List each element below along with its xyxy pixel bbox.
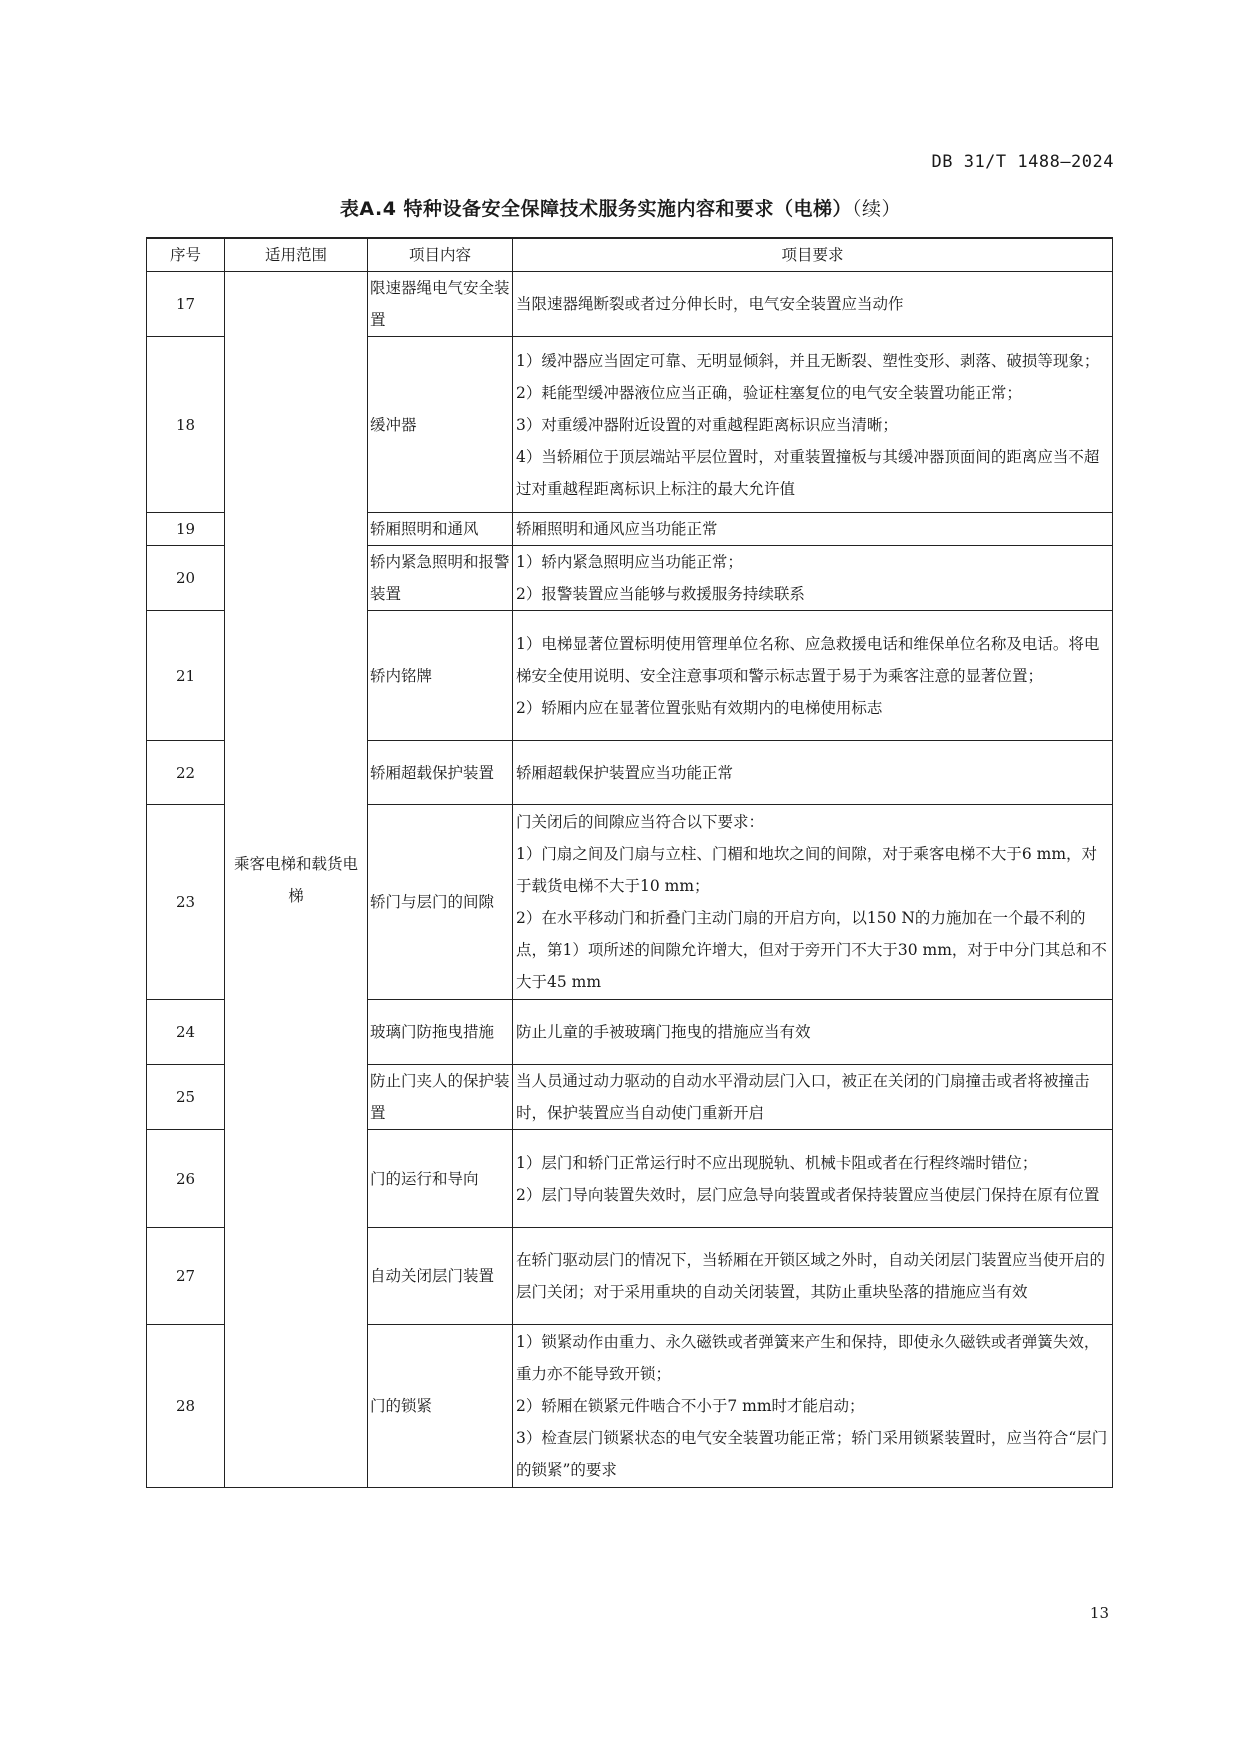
row-number: 23 xyxy=(147,805,225,1000)
requirement-line: 1）锁紧动作由重力、永久磁铁或者弹簧来产生和保持，即使永久磁铁或者弹簧失效，重力亦不能导致开锁； xyxy=(516,1333,1100,1383)
item-cell: 轿厢超载保护装置 xyxy=(368,741,513,805)
header-serial: 序号 xyxy=(147,238,225,272)
requirement-cell xyxy=(513,741,1113,805)
row-number: 18 xyxy=(147,337,225,513)
requirement-cell xyxy=(513,1130,1113,1228)
item-cell: 轿厢照明和通风 xyxy=(368,513,513,546)
header-item: 项目内容 xyxy=(368,238,513,272)
row-number: 25 xyxy=(147,1065,225,1130)
table-row xyxy=(147,272,1113,337)
requirement-line: 2）层门导向装置失效时，层门应急导向装置或者保持装置应当使层门保持在原有位置 xyxy=(516,1185,1100,1204)
scope-cell: 乘客电梯和载货电梯 xyxy=(225,272,368,1488)
row-number: 20 xyxy=(147,546,225,611)
requirement-line: 2）耗能型缓冲器液位应当正确，验证柱塞复位的电气安全装置功能正常； xyxy=(516,383,1022,402)
requirement-cell xyxy=(513,1228,1113,1325)
requirement-line: 3）检查层门锁紧状态的电气安全装置功能正常；轿门采用锁紧装置时，应当符合“层门的锁紧”的要求 xyxy=(516,1429,1108,1479)
item-cell: 玻璃门防拖曳措施 xyxy=(368,1000,513,1065)
requirement-line: 2）轿厢在锁紧元件啮合不小于7 mm时才能启动； xyxy=(516,1397,865,1415)
requirement-cell xyxy=(513,611,1113,741)
requirement-line: 当限速器绳断裂或者过分伸长时，电气安全装置应当动作 xyxy=(516,295,904,313)
requirement-line: 轿厢照明和通风应当功能正常 xyxy=(516,520,718,538)
requirement-line: 当人员通过动力驱动的自动水平滑动层门入口，被正在关闭的门扇撞击或者将被撞击时，保护装置应当自动使门重新开启 xyxy=(516,1072,1090,1122)
requirement-line: 4）当轿厢位于顶层端站平层位置时，对重装置撞板与其缓冲器顶面间的距离应当不超过对重越程距离标识上标注的最大允许值 xyxy=(516,447,1100,498)
requirement-line: 1）缓冲器应当固定可靠、无明显倾斜，并且无断裂、塑性变形、剥落、破损等现象； xyxy=(516,351,1100,370)
document-code: DB 31/T 1488—2024 xyxy=(931,152,1114,172)
row-number: 19 xyxy=(147,513,225,546)
row-number: 27 xyxy=(147,1228,225,1325)
header-requirement: 项目要求 xyxy=(513,238,1113,272)
row-number: 28 xyxy=(147,1325,225,1488)
requirement-line: 1）电梯显著位置标明使用管理单位名称、应急救援电话和维保单位名称及电话。将电梯安全使用说明、安全注意事项和警示标志置于易于为乘客注意的显著位置； xyxy=(516,634,1100,685)
item-cell: 轿门与层门的间隙 xyxy=(368,805,513,1000)
requirement-cell xyxy=(513,272,1113,337)
requirement-cell xyxy=(513,337,1113,513)
requirement-line: 2）在水平移动门和折叠门主动门扇的开启方向，以150 N的力施加在一个最不利的点，第1）项所述的间隙允许增大，但对于旁开门不大于30 mm，对于中分门其总和不大于45 mm xyxy=(516,909,1107,991)
row-number: 17 xyxy=(147,272,225,337)
row-number: 21 xyxy=(147,611,225,741)
requirement-line: 在轿门驱动层门的情况下，当轿厢在开锁区域之外时，自动关闭层门装置应当使开启的层门关闭；对于采用重块的自动关闭装置，其防止重块坠落的措施应当有效 xyxy=(516,1251,1106,1301)
requirement-line: 1）层门和轿门正常运行时不应出现脱轨、机械卡阻或者在行程终端时错位； xyxy=(516,1153,1038,1172)
header-scope: 适用范围 xyxy=(225,238,368,272)
requirement-cell xyxy=(513,1065,1113,1130)
requirement-line: 3）对重缓冲器附近设置的对重越程距离标识应当清晰； xyxy=(516,415,898,434)
requirement-line: 2）轿厢内应在显著位置张贴有效期内的电梯使用标志 xyxy=(516,698,883,717)
requirement-cell xyxy=(513,1000,1113,1065)
requirement-line: 轿厢超载保护装置应当功能正常 xyxy=(516,763,734,782)
item-cell: 防止门夹人的保护装置 xyxy=(368,1065,513,1130)
requirement-cell xyxy=(513,513,1113,546)
requirement-cell xyxy=(513,805,1113,1000)
table-header-row xyxy=(147,238,1113,272)
requirements-table xyxy=(146,237,1113,1488)
requirement-line: 2）报警装置应当能够与救援服务持续联系 xyxy=(516,585,805,603)
table-title xyxy=(0,194,1241,221)
table-title-continued: （续） xyxy=(852,198,902,220)
row-number: 26 xyxy=(147,1130,225,1228)
requirement-line: 防止儿童的手被玻璃门拖曳的措施应当有效 xyxy=(516,1023,811,1041)
item-cell: 轿内铭牌 xyxy=(368,611,513,741)
item-cell: 缓冲器 xyxy=(368,337,513,513)
requirement-cell xyxy=(513,546,1113,611)
row-number: 22 xyxy=(147,741,225,805)
requirement-line: 门关闭后的间隙应当符合以下要求： xyxy=(516,813,765,831)
item-cell: 轿内紧急照明和报警装置 xyxy=(368,546,513,611)
requirement-line: 1）门扇之间及门扇与立柱、门楣和地坎之间的间隙，对于乘客电梯不大于6 mm，对于载货电梯不大于10 mm； xyxy=(516,845,1098,895)
item-cell: 门的运行和导向 xyxy=(368,1130,513,1228)
row-number: 24 xyxy=(147,1000,225,1065)
requirement-cell xyxy=(513,1325,1113,1488)
item-cell: 限速器绳电气安全装置 xyxy=(368,272,513,337)
table-title-main: 表A.4 特种设备安全保障技术服务实施内容和要求（电梯） xyxy=(339,198,853,220)
requirement-line: 1）轿内紧急照明应当功能正常； xyxy=(516,553,743,571)
item-cell: 自动关闭层门装置 xyxy=(368,1228,513,1325)
page-number: 13 xyxy=(1089,1604,1109,1622)
item-cell: 门的锁紧 xyxy=(368,1325,513,1488)
